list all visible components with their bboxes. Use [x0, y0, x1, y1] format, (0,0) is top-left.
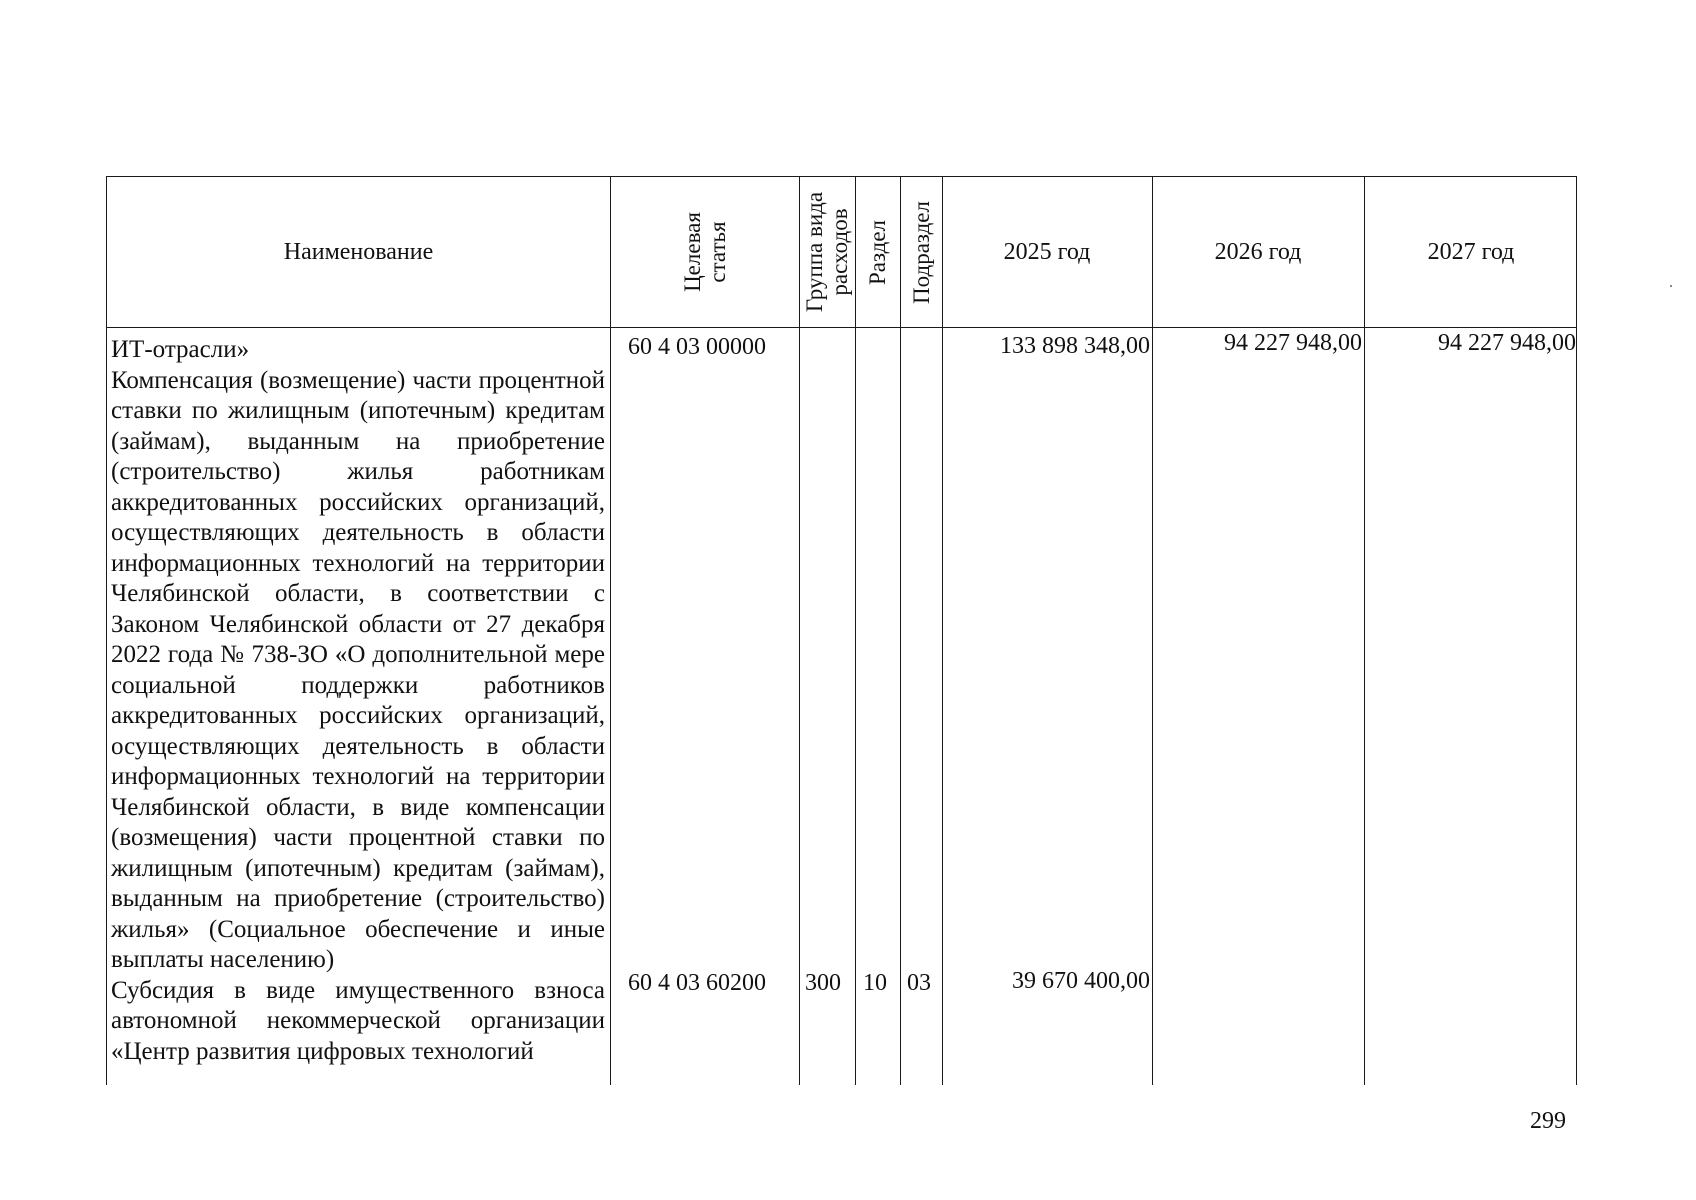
row-1-target-article: 60 4 03 00000	[628, 334, 766, 360]
row-2-expense-group: 300	[805, 970, 841, 996]
row-2-subsection: 03	[907, 970, 931, 996]
header-year-2026	[1152, 177, 1364, 327]
header-year-2025-label: 2025 год	[1003, 239, 1091, 265]
row-1-value-2026: 94 227 948,00	[1224, 330, 1362, 356]
row-2-value-2025: 39 670 400,00	[1012, 968, 1150, 994]
header-target-article-line2: статья	[704, 221, 730, 283]
row-2-target-article: 60 4 03 60200	[628, 970, 766, 996]
header-year-2025	[942, 177, 1152, 327]
header-section-label: Раздел	[865, 219, 890, 285]
budget-table	[106, 176, 1577, 1085]
header-name-label: Наименование	[283, 239, 434, 265]
header-year-2027	[1364, 177, 1578, 327]
header-expense-group-line1: Группа вида	[802, 191, 828, 313]
header-expense-group	[799, 177, 855, 327]
header-name	[107, 177, 610, 327]
header-subsection	[900, 177, 942, 327]
row-2-section: 10	[863, 970, 887, 996]
header-subsection-label: Подраздел	[908, 200, 934, 304]
row-3-name: Субсидия в виде имущественного взноса автономной некоммерческой организации «Центр развития цифровых технологий	[111, 976, 605, 1065]
header-year-2026-label: 2026 год	[1214, 239, 1302, 265]
row-1-value-2027: 94 227 948,00	[1438, 330, 1576, 356]
header-expense-group-line2: расходов	[827, 208, 853, 296]
page-number: 299	[1530, 1108, 1566, 1134]
header-target-article	[610, 177, 799, 327]
header-year-2027-label: 2027 год	[1427, 239, 1515, 265]
name-column	[111, 335, 605, 1067]
row-1-value-2025: 133 898 348,00	[1000, 333, 1150, 359]
row-2-name: Компенсация (возмещение) части процентной ставки по жилищным (ипотечным) кредитам (займам), выданным на приобретение (строительство) жилья работникам аккредитованных российских организаций, осуществляющих деятельность в области информационных технологий на территории Челябинской области, в соответствии с Законом Челябинской области от 27 декабря 2022 года № 738-ЗО «О дополнительной мере социальной поддержки работников аккредитованных российских организаций, осуществляющих деятельность в области информационных технологий на территории Челябинской области, в виде компенсации (возмещения) части процентной ставки по жилищным (ипотечным) кредитам (займам), выданным на приобретение (строительство) жилья» (Социальное обеспечение и иные выплаты населению)	[111, 366, 605, 973]
header-target-article-line1: Целевая	[679, 212, 705, 292]
header-section	[855, 177, 900, 327]
scan-speck	[1670, 285, 1672, 287]
row-1-name: ИТ-отрасли»	[111, 336, 250, 363]
